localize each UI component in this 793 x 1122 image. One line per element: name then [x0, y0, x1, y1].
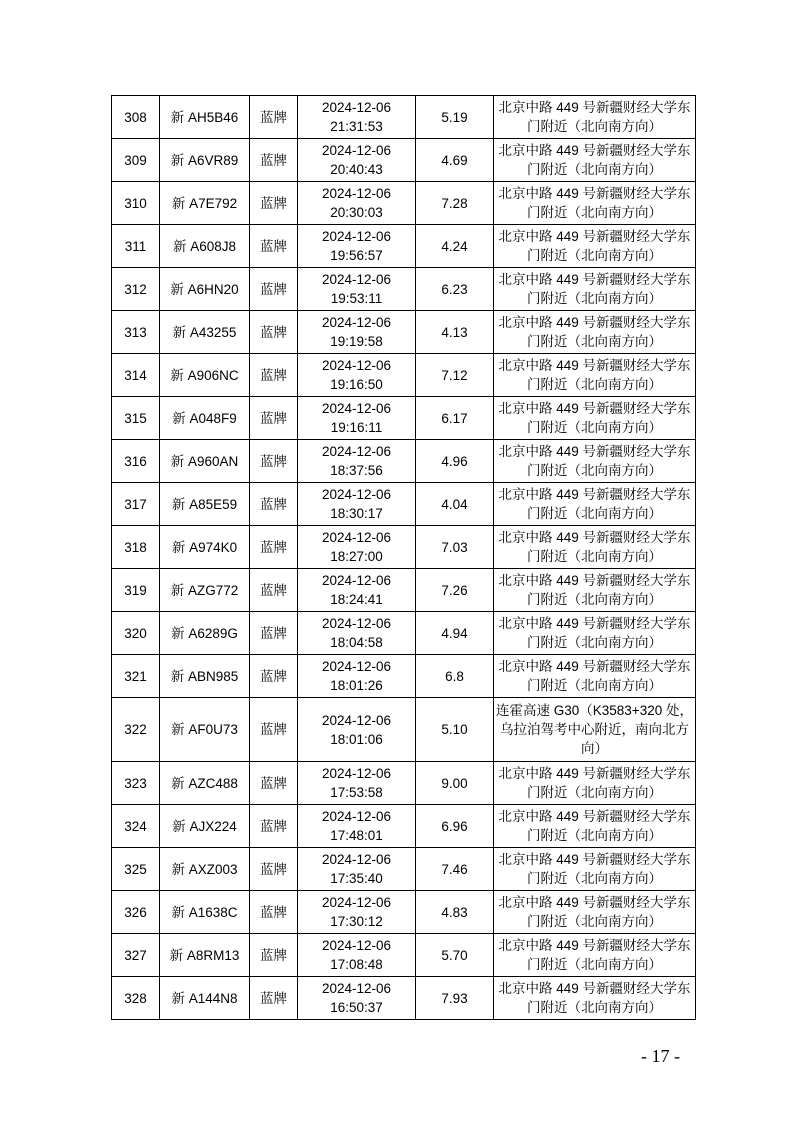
table-row: [112, 848, 696, 891]
location-line: 北京中路 449 号新疆财经大学东: [498, 401, 691, 416]
row-number-cell: 328: [112, 977, 160, 1020]
location-line: 北京中路 449 号新疆财经大学东: [498, 981, 691, 996]
row-number-cell: 317: [112, 483, 160, 526]
plate-color-cell: 蓝牌: [250, 440, 298, 483]
plate-number-cell: 新 A43255: [160, 311, 250, 354]
table-row: [112, 139, 696, 182]
plate-color-cell: 蓝牌: [250, 139, 298, 182]
location-cell: [494, 526, 696, 569]
location-cell: [494, 848, 696, 891]
location-line: 门附近（北向南方向）: [526, 957, 662, 972]
datetime-date: 2024-12-06: [321, 895, 392, 910]
location-line: 门附近（北向南方向）: [526, 506, 662, 521]
row-number-cell: 316: [112, 440, 160, 483]
location-line: 北京中路 449 号新疆财经大学东: [498, 143, 691, 158]
location-line: 门附近（北向南方向）: [526, 914, 662, 929]
location-line: 北京中路 449 号新疆财经大学东: [498, 895, 691, 910]
datetime-date: 2024-12-06: [321, 186, 392, 201]
datetime-date: 2024-12-06: [321, 444, 392, 459]
datetime-date: 2024-12-06: [321, 229, 392, 244]
location-line: 门附近（北向南方向）: [526, 334, 662, 349]
location-cell: [494, 311, 696, 354]
location-line: 门附近（北向南方向）: [526, 678, 662, 693]
location-line: 北京中路 449 号新疆财经大学东: [498, 100, 691, 115]
datetime-date: 2024-12-06: [321, 143, 392, 158]
table-row: [112, 354, 696, 397]
datetime-cell: [298, 698, 416, 762]
datetime-date: 2024-12-06: [321, 272, 392, 287]
plate-number-cell: 新 AZC488: [160, 762, 250, 805]
row-number-cell: 321: [112, 655, 160, 698]
datetime-cell: [298, 354, 416, 397]
location-cell: [494, 354, 696, 397]
datetime-cell: [298, 440, 416, 483]
location-line: 北京中路 449 号新疆财经大学东: [498, 315, 691, 330]
datetime-time: 18:37:56: [330, 463, 383, 478]
speed-value-cell: 5.19: [416, 96, 494, 139]
plate-color-cell: 蓝牌: [250, 848, 298, 891]
location-line: 北京中路 449 号新疆财经大学东: [498, 530, 691, 545]
datetime-time: 19:56:57: [330, 248, 383, 263]
datetime-date: 2024-12-06: [321, 659, 392, 674]
speed-value-cell: 7.03: [416, 526, 494, 569]
datetime-date: 2024-12-06: [321, 809, 392, 824]
plate-color-cell: 蓝牌: [250, 311, 298, 354]
datetime-time: 21:31:53: [330, 119, 383, 134]
location-cell: [494, 483, 696, 526]
row-number-cell: 322: [112, 698, 160, 762]
location-line: 北京中路 449 号新疆财经大学东: [498, 186, 691, 201]
plate-number-cell: 新 A906NC: [160, 354, 250, 397]
location-line: 北京中路 449 号新疆财经大学东: [498, 809, 691, 824]
table-row: [112, 397, 696, 440]
plate-number-cell: 新 AXZ003: [160, 848, 250, 891]
location-line: 门附近（北向南方向）: [526, 420, 662, 435]
location-line: 门附近（北向南方向）: [526, 119, 662, 134]
speed-value-cell: 7.46: [416, 848, 494, 891]
plate-number-cell: 新 AZG772: [160, 569, 250, 612]
datetime-cell: [298, 526, 416, 569]
location-cell: [494, 612, 696, 655]
plate-color-cell: 蓝牌: [250, 977, 298, 1020]
plate-number-cell: 新 AF0U73: [160, 698, 250, 762]
location-line: 门附近（北向南方向）: [526, 549, 662, 564]
plate-number-cell: 新 ABN985: [160, 655, 250, 698]
speed-value-cell: 7.12: [416, 354, 494, 397]
datetime-date: 2024-12-06: [321, 530, 392, 545]
datetime-time: 18:04:58: [330, 635, 383, 650]
location-line: 门附近（北向南方向）: [526, 828, 662, 843]
table-row: [112, 977, 696, 1020]
plate-number-cell: 新 A144N8: [160, 977, 250, 1020]
plate-number-cell: 新 AH5B46: [160, 96, 250, 139]
datetime-time: 20:40:43: [330, 162, 383, 177]
datetime-cell: [298, 96, 416, 139]
location-line: 门附近（北向南方向）: [526, 1000, 662, 1015]
location-cell: [494, 977, 696, 1020]
datetime-date: 2024-12-06: [321, 766, 392, 781]
speed-value-cell: 4.83: [416, 891, 494, 934]
location-line: 门附近（北向南方向）: [526, 291, 662, 306]
table-row: [112, 612, 696, 655]
location-line: 北京中路 449 号新疆财经大学东: [498, 852, 691, 867]
datetime-time: 19:19:58: [330, 334, 383, 349]
location-line: 北京中路 449 号新疆财经大学东: [498, 659, 691, 674]
violation-table: [111, 95, 696, 1020]
plate-color-cell: 蓝牌: [250, 526, 298, 569]
plate-number-cell: 新 A048F9: [160, 397, 250, 440]
datetime-date: 2024-12-06: [321, 358, 392, 373]
plate-color-cell: 蓝牌: [250, 397, 298, 440]
datetime-time: 19:16:50: [330, 377, 383, 392]
speed-value-cell: 4.94: [416, 612, 494, 655]
plate-number-cell: 新 AJX224: [160, 805, 250, 848]
location-line: 北京中路 449 号新疆财经大学东: [498, 487, 691, 502]
location-line: 连霍高速 G30（K3583+320 处，: [496, 703, 693, 718]
location-cell: [494, 655, 696, 698]
speed-value-cell: 5.10: [416, 698, 494, 762]
datetime-date: 2024-12-06: [321, 938, 392, 953]
datetime-cell: [298, 655, 416, 698]
location-cell: [494, 698, 696, 762]
location-line: 门附近（北向南方向）: [526, 248, 662, 263]
plate-number-cell: 新 A6HN20: [160, 268, 250, 311]
speed-value-cell: 6.8: [416, 655, 494, 698]
table-row: [112, 762, 696, 805]
row-number-cell: 309: [112, 139, 160, 182]
page-number: - 17 -: [641, 1046, 680, 1066]
table-row: [112, 268, 696, 311]
plate-color-cell: 蓝牌: [250, 891, 298, 934]
table-row: [112, 891, 696, 934]
plate-color-cell: 蓝牌: [250, 805, 298, 848]
location-line: 门附近（北向南方向）: [526, 871, 662, 886]
datetime-cell: [298, 182, 416, 225]
row-number-cell: 308: [112, 96, 160, 139]
speed-value-cell: 6.17: [416, 397, 494, 440]
datetime-cell: [298, 397, 416, 440]
table-row: [112, 526, 696, 569]
datetime-date: 2024-12-06: [321, 712, 392, 728]
datetime-time: 18:27:00: [330, 549, 383, 564]
plate-number-cell: 新 A6VR89: [160, 139, 250, 182]
location-cell: [494, 934, 696, 977]
speed-value-cell: 6.96: [416, 805, 494, 848]
speed-value-cell: 4.24: [416, 225, 494, 268]
plate-color-cell: 蓝牌: [250, 96, 298, 139]
datetime-cell: [298, 139, 416, 182]
plate-number-cell: 新 A85E59: [160, 483, 250, 526]
datetime-time: 18:30:17: [330, 506, 383, 521]
row-number-cell: 312: [112, 268, 160, 311]
plate-color-cell: 蓝牌: [250, 569, 298, 612]
table-row: [112, 311, 696, 354]
row-number-cell: 327: [112, 934, 160, 977]
plate-color-cell: 蓝牌: [250, 934, 298, 977]
row-number-cell: 320: [112, 612, 160, 655]
plate-color-cell: 蓝牌: [250, 354, 298, 397]
plate-color-cell: 蓝牌: [250, 698, 298, 762]
table-row: [112, 698, 696, 762]
plate-number-cell: 新 A1638C: [160, 891, 250, 934]
table-row: [112, 182, 696, 225]
location-line: 门附近（北向南方向）: [526, 463, 662, 478]
plate-number-cell: 新 A960AN: [160, 440, 250, 483]
location-line: 北京中路 449 号新疆财经大学东: [498, 444, 691, 459]
speed-value-cell: 4.13: [416, 311, 494, 354]
datetime-date: 2024-12-06: [321, 616, 392, 631]
row-number-cell: 315: [112, 397, 160, 440]
row-number-cell: 310: [112, 182, 160, 225]
datetime-date: 2024-12-06: [321, 852, 392, 867]
datetime-date: 2024-12-06: [321, 487, 392, 502]
datetime-cell: [298, 483, 416, 526]
datetime-time: 20:30:03: [330, 205, 383, 220]
datetime-cell: [298, 934, 416, 977]
plate-color-cell: 蓝牌: [250, 612, 298, 655]
row-number-cell: 319: [112, 569, 160, 612]
datetime-time: 17:35:40: [330, 871, 383, 886]
datetime-time: 17:30:12: [330, 914, 383, 929]
speed-value-cell: 4.04: [416, 483, 494, 526]
datetime-date: 2024-12-06: [321, 573, 392, 588]
location-cell: [494, 762, 696, 805]
location-line: 门附近（北向南方向）: [526, 785, 662, 800]
location-line: 北京中路 449 号新疆财经大学东: [498, 573, 691, 588]
plate-number-cell: 新 A8RM13: [160, 934, 250, 977]
location-line: 北京中路 449 号新疆财经大学东: [498, 766, 691, 781]
location-cell: [494, 397, 696, 440]
plate-color-cell: 蓝牌: [250, 225, 298, 268]
location-line: 门附近（北向南方向）: [526, 377, 662, 392]
location-line: 门附近（北向南方向）: [526, 162, 662, 177]
table-row: [112, 440, 696, 483]
location-line: 北京中路 449 号新疆财经大学东: [498, 272, 691, 287]
speed-value-cell: 9.00: [416, 762, 494, 805]
datetime-cell: [298, 612, 416, 655]
table-row: [112, 934, 696, 977]
row-number-cell: 314: [112, 354, 160, 397]
datetime-time: 17:48:01: [330, 828, 383, 843]
location-cell: [494, 96, 696, 139]
table-row: [112, 96, 696, 139]
datetime-date: 2024-12-06: [321, 401, 392, 416]
datetime-date: 2024-12-06: [321, 315, 392, 330]
datetime-time: 19:53:11: [330, 291, 383, 306]
location-line: 北京中路 449 号新疆财经大学东: [498, 229, 691, 244]
datetime-time: 18:01:06: [330, 731, 383, 747]
datetime-cell: [298, 891, 416, 934]
plate-color-cell: 蓝牌: [250, 182, 298, 225]
plate-number-cell: 新 A7E792: [160, 182, 250, 225]
datetime-cell: [298, 977, 416, 1020]
speed-value-cell: 6.23: [416, 268, 494, 311]
location-cell: [494, 569, 696, 612]
plate-number-cell: 新 A974K0: [160, 526, 250, 569]
location-line: 门附近（北向南方向）: [526, 635, 662, 650]
location-line: 向）: [580, 741, 608, 756]
datetime-time: 17:53:58: [330, 785, 383, 800]
datetime-cell: [298, 569, 416, 612]
location-cell: [494, 805, 696, 848]
table-row: [112, 569, 696, 612]
row-number-cell: 318: [112, 526, 160, 569]
datetime-time: 19:16:11: [330, 420, 383, 435]
speed-value-cell: 5.70: [416, 934, 494, 977]
datetime-time: 18:24:41: [330, 592, 383, 607]
speed-value-cell: 7.26: [416, 569, 494, 612]
datetime-time: 17:08:48: [330, 957, 383, 972]
plate-number-cell: 新 A608J8: [160, 225, 250, 268]
location-line: 北京中路 449 号新疆财经大学东: [498, 358, 691, 373]
plate-color-cell: 蓝牌: [250, 762, 298, 805]
table-row: [112, 655, 696, 698]
table-row: [112, 805, 696, 848]
table-row: [112, 225, 696, 268]
plate-color-cell: 蓝牌: [250, 483, 298, 526]
row-number-cell: 323: [112, 762, 160, 805]
datetime-cell: [298, 268, 416, 311]
datetime-cell: [298, 225, 416, 268]
location-cell: [494, 891, 696, 934]
location-line: 乌拉泊驾考中心附近，南向北方: [499, 722, 689, 737]
plate-color-cell: 蓝牌: [250, 655, 298, 698]
speed-value-cell: 7.28: [416, 182, 494, 225]
datetime-date: 2024-12-06: [321, 981, 392, 996]
datetime-date: 2024-12-06: [321, 100, 392, 115]
table-row: [112, 483, 696, 526]
speed-value-cell: 7.93: [416, 977, 494, 1020]
location-cell: [494, 440, 696, 483]
row-number-cell: 324: [112, 805, 160, 848]
datetime-cell: [298, 762, 416, 805]
location-line: 门附近（北向南方向）: [526, 592, 662, 607]
plate-color-cell: 蓝牌: [250, 268, 298, 311]
plate-number-cell: 新 A6289G: [160, 612, 250, 655]
location-line: 北京中路 449 号新疆财经大学东: [498, 938, 691, 953]
location-cell: [494, 182, 696, 225]
location-line: 门附近（北向南方向）: [526, 205, 662, 220]
row-number-cell: 325: [112, 848, 160, 891]
row-number-cell: 311: [112, 225, 160, 268]
datetime-cell: [298, 848, 416, 891]
location-cell: [494, 225, 696, 268]
row-number-cell: 313: [112, 311, 160, 354]
location-cell: [494, 139, 696, 182]
speed-value-cell: 4.69: [416, 139, 494, 182]
datetime-cell: [298, 311, 416, 354]
datetime-cell: [298, 805, 416, 848]
location-line: 北京中路 449 号新疆财经大学东: [498, 616, 691, 631]
row-number-cell: 326: [112, 891, 160, 934]
datetime-time: 16:50:37: [330, 1000, 383, 1015]
speed-value-cell: 4.96: [416, 440, 494, 483]
location-cell: [494, 268, 696, 311]
datetime-time: 18:01:26: [330, 678, 383, 693]
